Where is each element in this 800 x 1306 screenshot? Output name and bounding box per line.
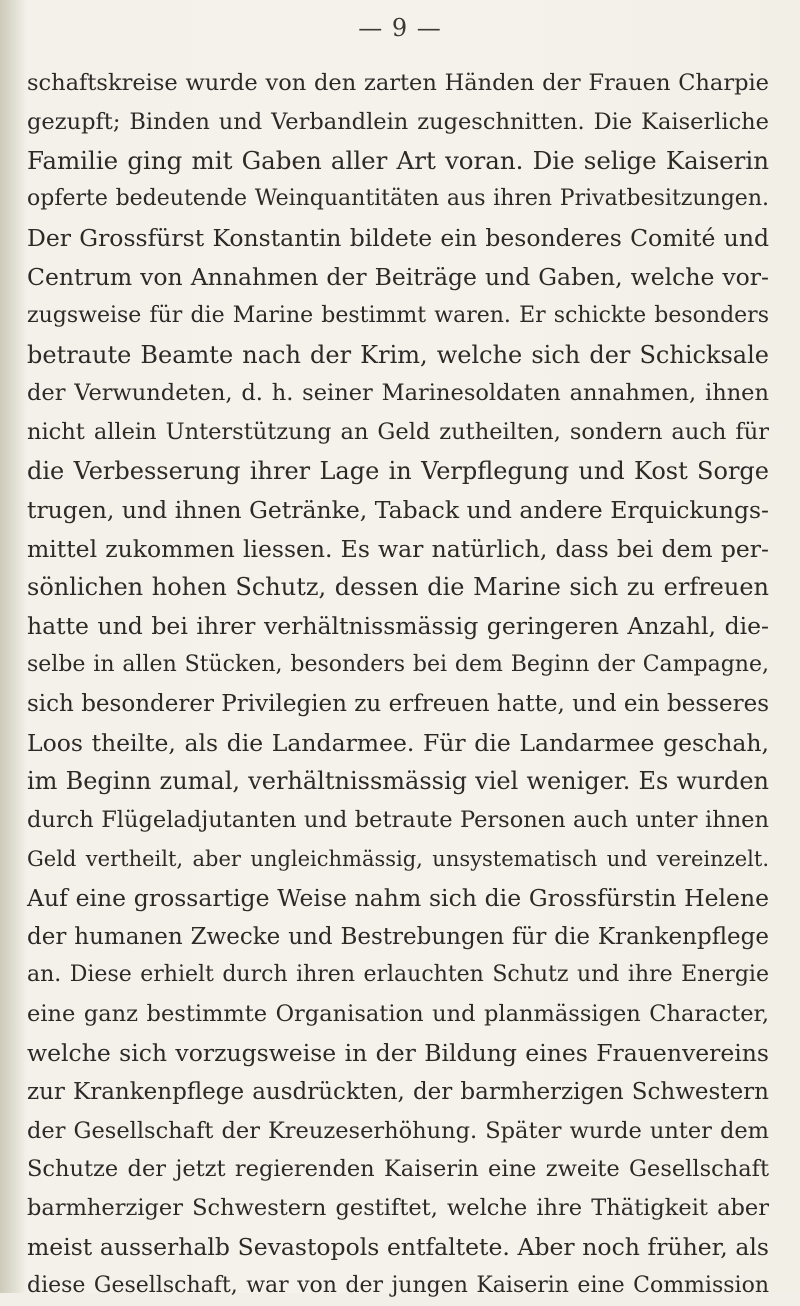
text-line-4: opferte bedeutende Weinquantitäten aus ihren Privatbesitzungen. (27, 186, 769, 212)
text-line-5: Der Grossfürst Konstantin bildete ein besonderes Comité und (27, 224, 769, 253)
text-line-25: eine ganz bestimmte Organisation und planmässigen Character, (27, 1001, 769, 1028)
text-line-20: durch Flügeladjutanten und betraute Personen auch unter ihnen (27, 807, 769, 834)
text-line-12: trugen, und ihnen Getränke, Taback und andere Erquickungs- (27, 495, 769, 524)
text-line-26: welche sich vorzugsweise in der Bildung eines Frauenvereins (27, 1038, 769, 1067)
text-line-18: Loos theilte, als die Landarmee. Für die Landarmee geschah, (27, 728, 769, 757)
text-line-31: meist ausserhalb Sevastopols entfaltete. Aber noch früher, als (27, 1232, 769, 1261)
text-line-14: sönlichen hohen Schutz, dessen die Marine sich zu erfreuen (27, 573, 769, 602)
text-line-1: schaftskreise wurde von den zarten Händen der Frauen Charpie (27, 70, 769, 96)
text-line-28: der Gesellschaft der Kreuzeserhöhung. Später wurde unter dem (27, 1117, 769, 1144)
text-line-30: barmherziger Schwestern gestiftet, welche ihre Thätigkeit aber (27, 1195, 769, 1222)
text-line-27: zur Krankenpflege ausdrückten, der barmherzigen Schwestern (27, 1078, 769, 1105)
text-line-8: betraute Beamte nach der Krim, welche sich der Schicksale (27, 340, 769, 369)
text-line-32: diese Gesellschaft, war von der jungen Kaiserin eine Commission (27, 1272, 769, 1298)
text-line-7: zugsweise für die Marine bestimmt waren. Er schickte besonders (27, 302, 769, 328)
text-line-16: selbe in allen Stücken, besonders bei dem Beginn der Campagne, (27, 651, 769, 677)
text-line-23: der humanen Zwecke und Bestrebungen für die Krankenpflege (27, 923, 769, 950)
body-text (27, 64, 769, 1306)
text-line-9: der Verwundeten, d. h. seiner Marinesoldaten annahmen, ihnen (27, 380, 769, 407)
text-line-2: gezupft; Binden und Verbandlein zugeschnitten. Die Kaiserliche (27, 108, 769, 135)
text-line-17: sich besonderer Privilegien zu erfreuen hatte, und ein besseres (27, 690, 769, 717)
page-number: — 9 — (358, 14, 442, 42)
text-line-22: Auf eine grossartige Weise nahm sich die Grossfürstin Helene (27, 883, 769, 912)
text-line-3: Familie ging mit Gaben aller Art voran. Die selige Kaiserin (27, 145, 769, 175)
binding-shadow (0, 0, 26, 1293)
text-line-15: hatte und bei ihrer verhältnissmässig geringeren Anzahl, die- (27, 612, 769, 641)
text-line-29: Schutze der jetzt regierenden Kaiserin eine zweite Gesellschaft (27, 1156, 769, 1183)
text-line-6: Centrum von Annahmen der Beiträge und Gaben, welche vor- (27, 262, 769, 291)
text-line-19: im Beginn zumal, verhältnissmässig viel weniger. Es wurden (27, 767, 769, 796)
text-line-21: Geld vertheilt, aber ungleichmässig, unsystematisch und vereinzelt. (27, 846, 769, 871)
text-line-24: an. Diese erhielt durch ihren erlauchten Schutz und ihre Energie (27, 962, 769, 988)
text-line-10: nicht allein Unterstützung an Geld zutheilten, sondern auch für (27, 419, 769, 446)
text-line-13: mittel zukommen liessen. Es war natürlich, dass bei dem per- (27, 534, 769, 563)
text-line-11: die Verbesserung ihrer Lage in Verpflegung und Kost Sorge (27, 456, 769, 485)
